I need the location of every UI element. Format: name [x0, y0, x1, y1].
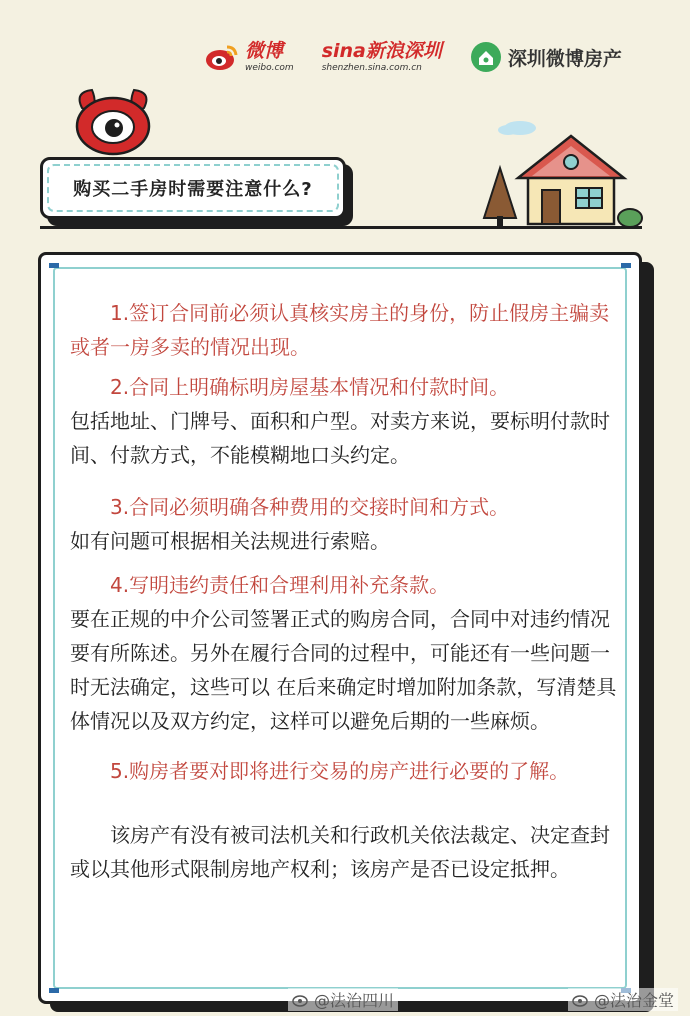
weibo-mascot-icon	[72, 86, 154, 158]
corner-mark	[621, 263, 631, 268]
weibo-watermark-icon	[572, 993, 590, 1007]
sina-logo[interactable]	[321, 39, 442, 73]
tip-body: 如有问题可根据相关法规进行索赔。	[70, 529, 390, 553]
tips-list	[70, 296, 618, 886]
header-logos	[205, 34, 662, 80]
tip-heading: 4.写明违约责任和合理利用补充条款。	[110, 573, 450, 597]
corner-mark	[49, 263, 59, 268]
weibo-watermark-icon	[292, 993, 310, 1007]
weibo-house-logo[interactable]	[470, 41, 622, 73]
tip-body: 该房产有没有被司法机关和行政机关依法裁定、决定查封或以其他形式限制房地产权利；该房产是否已设定抵押。	[70, 823, 610, 881]
weibo-eye-icon	[205, 43, 239, 71]
list-item	[70, 754, 618, 788]
list-item	[70, 370, 618, 472]
watermark	[288, 988, 398, 1011]
weibo-logo[interactable]	[205, 39, 294, 73]
sina-logo-url: shenzhen.sina.com.cn	[321, 62, 422, 73]
tip-heading: 2.合同上明确标明房屋基本情况和付款时间。	[110, 375, 510, 399]
list-item	[70, 568, 618, 738]
house-location-icon	[470, 41, 502, 73]
corner-mark	[49, 988, 59, 993]
title-box	[40, 157, 346, 219]
weibo-logo-text: 微博	[245, 39, 284, 62]
weibo-logo-url: weibo.com	[245, 62, 294, 73]
watermark-text: @法治四川	[314, 991, 395, 1010]
house-illustration	[478, 118, 646, 230]
list-item	[70, 296, 618, 364]
tip-heading: 3.合同必须明确各种费用的交接时间和方式。	[110, 495, 510, 519]
ground-line	[40, 226, 642, 229]
tip-heading: 1.签订合同前必须认真核实房主的身份，防止假房主骗卖或者一房多卖的情况出现。	[70, 301, 610, 359]
watermark	[568, 988, 678, 1011]
tip-body: 包括地址、门牌号、面积和户型。对卖方来说，要标明付款时间、付款方式，不能模糊地口头约定。	[70, 409, 610, 467]
tip-heading: 5.购房者要对即将进行交易的房产进行必要的了解。	[110, 759, 570, 783]
sina-logo-text: sina新浪深圳	[321, 39, 442, 62]
list-item	[70, 818, 618, 886]
weibo-house-logo-text: 深圳微博房产	[507, 47, 622, 70]
tip-body: 要在正规的中介公司签署正式的购房合同，合同中对违约情况要有所陈述。另外在履行合同的过程中，可能还有一些问题一时无法确定，这些可以 在后来确定时增加附加条款，写清楚具体情况以及双方约定，这样可以避免后期的一些麻烦。	[70, 607, 617, 733]
watermark-text: @法治金堂	[594, 991, 675, 1010]
list-item	[70, 490, 618, 558]
page-title: 购买二手房时需要注意什么?	[73, 179, 313, 200]
